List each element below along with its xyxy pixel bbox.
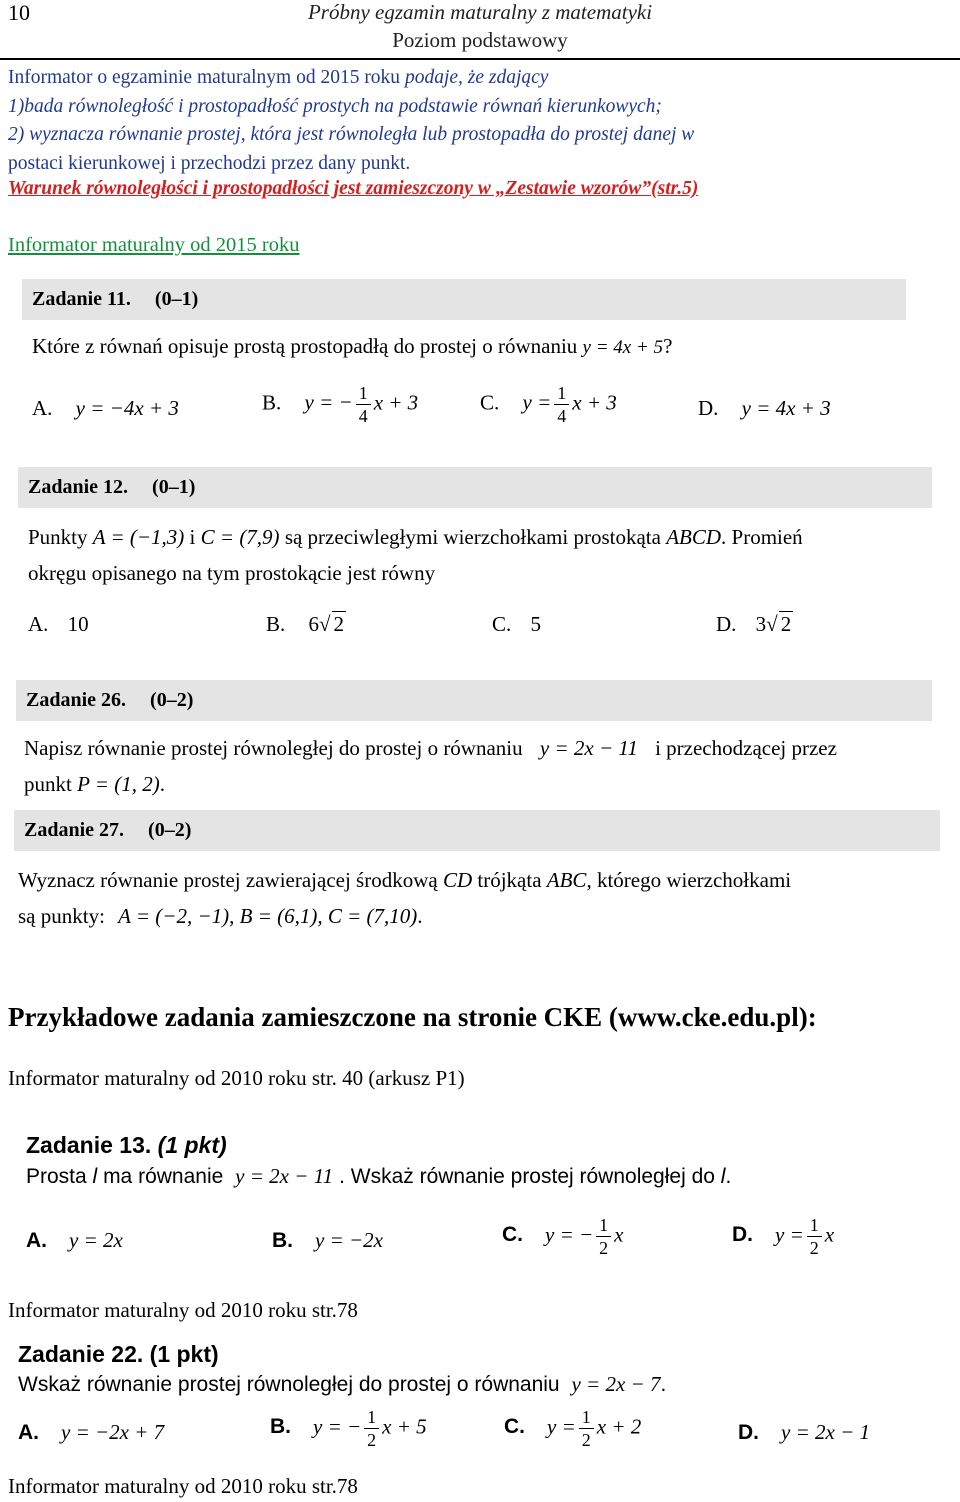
task-13-option-d[interactable]: [732, 1214, 834, 1259]
task-12-points: (0–1): [152, 476, 196, 498]
task-13-option-a[interactable]: [26, 1228, 123, 1253]
point-b: B = (6,1),: [239, 904, 323, 928]
point-c: C = (7,10): [327, 904, 418, 928]
cke-source-1: Informator maturalny od 2010 roku str. 40 (arkusz P1): [8, 1066, 465, 1090]
info-line1: Informator o egzaminie maturalnym od 2015 roku: [8, 67, 401, 88]
formula-warning: Warunek równoległości i prostopadłości jest zamieszczony w „Zestawie wzorów”(str.5): [8, 178, 699, 199]
task-27-points: (0–2): [148, 819, 192, 841]
text: i: [189, 525, 196, 549]
task-13-option-c[interactable]: [502, 1214, 624, 1259]
task-11-title: Zadanie 11.: [32, 288, 131, 310]
header-divider: [0, 58, 960, 60]
task-22-title: Zadanie 22.: [18, 1341, 144, 1367]
text: są przeciwległymi wierzchołkami prostokąta: [284, 525, 661, 549]
task-11-option-d[interactable]: [698, 396, 831, 421]
cke-source-3: Informator maturalny od 2010 roku str.78: [8, 1474, 358, 1498]
task-26-header: [16, 680, 932, 721]
text: ma równanie: [103, 1165, 224, 1188]
task-11-points: (0–1): [154, 288, 199, 310]
option-value-pre: y = −: [304, 390, 353, 415]
task-27-title: Zadanie 27.: [24, 819, 125, 841]
option-label: A.: [26, 1229, 47, 1252]
line-name: l: [92, 1165, 98, 1188]
fraction: $\frac{1}{4}$: [356, 382, 371, 427]
fraction: $\frac{1}{2}$: [364, 1406, 379, 1451]
text: .: [725, 1165, 732, 1188]
task-11-option-c[interactable]: [480, 382, 617, 427]
text: Prosta: [26, 1165, 87, 1188]
option-value-coef: 3: [755, 612, 767, 636]
text: trójkąta: [477, 868, 542, 892]
option-label: C.: [504, 1415, 525, 1439]
option-label: A.: [32, 396, 53, 420]
page-level: Poziom podstawowy: [392, 28, 568, 52]
info-block: [8, 64, 953, 178]
task-12-option-d[interactable]: D. 3√ 2: [716, 612, 792, 636]
option-value-post: x + 3: [373, 390, 419, 415]
option-value: 10: [67, 612, 89, 636]
text: . Wskaż równanie prostej równoległej do: [339, 1165, 715, 1188]
task-11-qmark: ?: [663, 334, 673, 358]
task-13-option-b[interactable]: [272, 1228, 383, 1253]
fraction: $\frac{1}{4}$: [554, 382, 569, 427]
text: punkt: [24, 772, 72, 796]
fraction: $\frac{1}{2}$: [579, 1406, 594, 1451]
task-12-option-a[interactable]: [28, 612, 89, 637]
median-name: CD: [442, 868, 473, 892]
informator-link[interactable]: Informator maturalny od 2015 roku: [8, 234, 300, 256]
text: i przechodzącej przez: [655, 736, 837, 760]
option-label: D.: [738, 1421, 759, 1444]
text: .: [417, 904, 423, 928]
task-11-question: [32, 328, 672, 366]
option-value: y = 2x − 1: [781, 1420, 870, 1444]
option-value: y = −2x + 7: [61, 1420, 165, 1444]
task-22-equation: y = 2x − 7: [571, 1372, 661, 1396]
option-value-post: x: [824, 1222, 835, 1247]
task-13-question: [26, 1164, 731, 1189]
sqrt-radicand: 2: [333, 612, 345, 636]
task-22-option-d[interactable]: [738, 1420, 870, 1445]
task-12-header: [18, 467, 932, 508]
task-26-title: Zadanie 26.: [26, 689, 127, 711]
task-22-points: (1 pkt): [149, 1341, 219, 1367]
triangle-name: ABC: [546, 868, 587, 892]
task-22-option-a[interactable]: [18, 1420, 164, 1445]
task-13-header: [26, 1132, 227, 1159]
task-22-question: [18, 1372, 666, 1397]
text: Napisz równanie prostej równoległej do prostej o równaniu: [24, 736, 523, 760]
option-value: y = −2x: [315, 1228, 383, 1252]
option-label: D.: [732, 1223, 753, 1247]
task-11-header: [22, 279, 906, 320]
option-label: A.: [18, 1421, 39, 1444]
task-22-option-b[interactable]: [270, 1406, 427, 1451]
task-13-equation: y = 2x − 11: [235, 1164, 334, 1188]
text: Punkty: [28, 525, 88, 549]
task-12-option-b[interactable]: B. 6√ 2: [266, 612, 345, 636]
option-value-pre: y = −: [313, 1414, 362, 1439]
task-13-points: (1 pkt): [157, 1132, 227, 1158]
task-12-title: Zadanie 12.: [28, 476, 129, 498]
point-c: C = (7,9): [200, 525, 280, 549]
task-26-equation: y = 2x − 11: [539, 736, 638, 760]
option-value-coef: 6: [308, 612, 320, 636]
page-title: Próbny egzamin maturalny z matematyki: [307, 0, 653, 24]
option-label: B.: [266, 612, 286, 636]
option-value: y = 2x: [69, 1228, 123, 1252]
info-line3: 2) wyznacza równanie prostej, która jest równoległa lub prostopadła do prostej danej w: [8, 124, 695, 145]
cke-source-2: Informator maturalny od 2010 roku str.78: [8, 1298, 358, 1322]
task-22-option-c[interactable]: [504, 1406, 641, 1451]
option-label: B.: [262, 390, 282, 415]
info-line1-tail: podaje, że zdający: [404, 67, 549, 88]
task-27-question: [18, 862, 953, 934]
task-11-option-a[interactable]: [32, 396, 179, 421]
option-value-post: x + 5: [382, 1414, 427, 1439]
point-a: A = (−2, −1),: [118, 904, 235, 928]
option-value: y = −4x + 3: [75, 396, 179, 420]
option-value-pre: y =: [522, 390, 552, 415]
task-11-option-b[interactable]: [262, 382, 418, 427]
task-11-question-text: Które z równań opisuje prostą prostopadłą do prostej o równaniu: [32, 334, 578, 358]
rectangle-name: ABCD: [666, 525, 722, 549]
task-11-equation: y = 4x + 5: [582, 337, 664, 358]
text: Wyznacz równanie prostej zawierającej środkową: [18, 868, 438, 892]
fraction: $\frac{1}{2}$: [807, 1214, 822, 1259]
sqrt-radicand: 2: [780, 612, 792, 636]
option-label: D.: [698, 396, 719, 420]
text: .: [660, 1373, 667, 1396]
text: . Promień: [721, 525, 803, 549]
text: Wskaż równanie prostej równoległej do prostej o równaniu: [18, 1373, 560, 1396]
text: , którego wierzchołkami: [586, 868, 792, 892]
option-value-pre: y =: [775, 1222, 804, 1247]
option-value: y = 4x + 3: [741, 396, 831, 420]
fraction: $\frac{1}{2}$: [596, 1214, 611, 1259]
task-27-header: [14, 810, 940, 851]
line-name: l: [720, 1165, 726, 1188]
text: .: [159, 772, 165, 796]
task-12-question: [28, 519, 938, 591]
option-value-post: x + 2: [596, 1414, 642, 1439]
info-line4: postaci kierunkowej i przechodzi przez dany punkt.: [8, 152, 411, 174]
option-label: A.: [28, 612, 49, 636]
text: są punkty:: [18, 904, 105, 928]
task-12-option-c[interactable]: [492, 612, 541, 637]
option-value-post: x: [614, 1222, 624, 1247]
task-12-question-line2: okręgu opisanego na tym prostokącie jest równy: [28, 561, 436, 585]
option-value-post: x + 3: [572, 390, 617, 415]
cke-heading: Przykładowe zadania zamieszczone na stronie CKE (www.cke.edu.pl):: [8, 1002, 817, 1032]
page-number: 10: [8, 0, 30, 25]
option-label: C.: [502, 1223, 523, 1247]
option-value: 5: [530, 612, 542, 636]
point-a: A = (−1,3): [92, 525, 185, 549]
point-p: P = (1, 2): [77, 772, 160, 796]
info-line2: 1)bada równoległość i prostopadłość prostych na podstawie równań kierunkowych;: [8, 95, 662, 117]
task-22-header: [18, 1341, 219, 1368]
task-26-question: [24, 730, 944, 802]
task-26-points: (0–2): [150, 689, 194, 711]
option-label: B.: [270, 1415, 291, 1439]
task-13-title: Zadanie 13.: [26, 1132, 152, 1158]
option-value-pre: y =: [547, 1414, 576, 1439]
option-label: C.: [492, 612, 512, 636]
option-label: C.: [480, 390, 500, 415]
option-label: B.: [272, 1229, 293, 1252]
option-value-pre: y = −: [545, 1222, 594, 1247]
option-label: D.: [716, 612, 737, 636]
